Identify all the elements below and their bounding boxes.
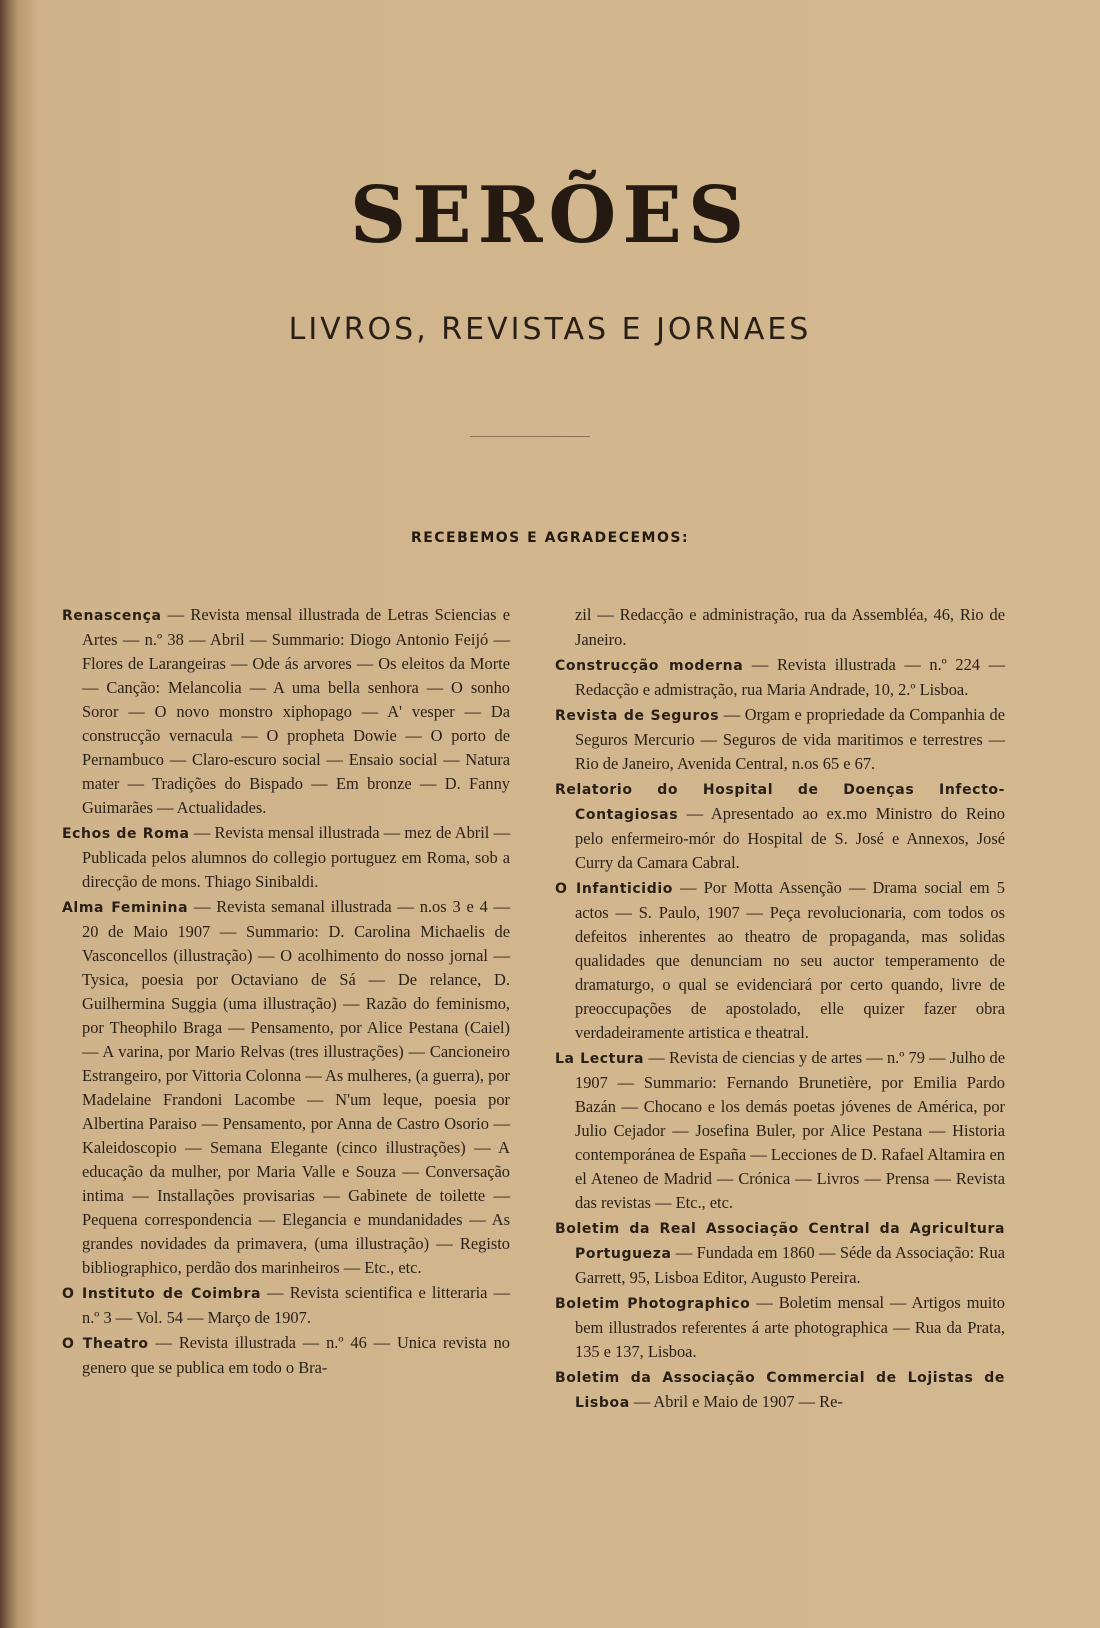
entry-title: La Lectura: [555, 1051, 645, 1067]
list-item: [62, 1281, 510, 1330]
entry-body: — Revista mensal illustrada — mez de Abril — Publicada pelos alumnos do collegio portuguez em Roma, sob a direcção de mons. Thiago Sinibaldi.: [82, 823, 510, 891]
entry-title: Relatorio do Hospital de Doenças Infecto-Contagiosas: [555, 782, 1005, 823]
section-heading: RECEBEMOS E AGRADECEMOS:: [410, 530, 690, 546]
entry-body: — Revista semanal illustrada — n.os 3 e 4 — 20 de Maio 1907 — Summario: D. Carolina Michaelis de Vasconcellos (illustração) — O acolhimento do nosso jornal — Tysica, poesia por Octaviano de Sá — De relance, D. Guilhermina Suggia (uma illustração) — Razão do feminismo, por Theophilo Braga — Pensamento, por Alice Pestana (Caiel) — A varina, por Mario Relvas (tres illustrações) — Cancioneiro Estrangeiro, por Vittoria Colonna — As mulheres, (a guerra), por Madelaine Frandoni Lacombe — N'um leque, poesia por Albertina Paraiso — Pensamento, por Anna de Castro Osorio — Kaleidoscopio — Semana Elegante (cinco illustrações) — A educação da mulher, por Maria Valle e Souza — Conversação intima — Installações provisarias — Gabinete de toilette — Pequena correspondencia — Elegancia e mundanidades — As grandes novidades da primavera, (uma illustração) — Registo bibliographico, perdão dos marinheiros — Etc., etc.: [82, 897, 510, 1277]
entry-body: — Revista scientifica e litteraria — n.º 3 — Vol. 54 — Março de 1907.: [82, 1283, 510, 1327]
page-subtitle: LIVROS, REVISTAS E JORNAES: [288, 312, 812, 347]
list-item: [555, 1046, 1005, 1215]
entry-body: — Fundada em 1860 — Séde da Associação: Rua Garrett, 95, Lisboa Editor, Augusto Pereira.: [575, 1243, 1005, 1287]
entry-title: O Instituto de Coimbra: [62, 1286, 262, 1302]
entry-body: zil — Redacção e administração, rua da Assembléa, 46, Rio de Janeiro.: [575, 605, 1005, 649]
entry-body: — Revista illustrada — n.º 46 — Unica revista no genero que se publica em todo o Bra-: [82, 1333, 510, 1377]
divider-rule: [470, 436, 590, 437]
right-column: [555, 603, 1005, 1416]
list-item: [555, 1365, 1005, 1415]
list-item: [555, 603, 1005, 652]
entry-title: Renascença: [62, 608, 162, 624]
entry-body: — Revista de ciencias y de artes — n.º 79 — Julho de 1907 — Summario: Fernando Brunetière, por Emilia Pardo Bazán — Chocano e los demás poetas jóvenes de América, por Julio Cejador — Josefina Buler, por Alice Pestana — Historia contemporánea de España — Lecciones de D. Rafael Altamira en el Ateneo de Madrid — Crónica — Livros — Prensa — Revista das revistas — Etc., etc.: [575, 1048, 1006, 1212]
masthead-title: SERÕES: [349, 170, 751, 261]
list-item: [62, 603, 510, 820]
entry-title: Echos de Roma: [62, 826, 190, 842]
list-item: [62, 1331, 510, 1380]
entry-body: — Revista illustrada — n.º 224 — Redacção e admistração, rua Maria Andrade, 10, 2.º Lisboa.: [575, 655, 1006, 699]
entry-title: Revista de Seguros: [555, 708, 720, 724]
entry-body: — Abril e Maio de 1907 — Re-: [629, 1392, 843, 1411]
left-column: [62, 603, 510, 1381]
list-item: [62, 821, 510, 894]
entry-title: Alma Feminina: [62, 900, 189, 916]
list-item: [555, 703, 1005, 776]
entry-body: — Revista mensal illustrada de Letras Sciencias e Artes — n.º 38 — Abril — Summario: Diogo Antonio Feijó — Flores de Larangeiras — Ode ás arvores — Os eleitos da Morte — Canção: Melancolia — A uma bella senhora — O sonho Soror — O novo monstro xiphopago — A' vesper — Da construcção vernacula — O propheta Dowie — O porto de Pernambuco — Claro-escuro social — Ensaio social — Natura mater — Tradições do Bispado — Em bronze — D. Fanny Guimarães — Actualidades.: [82, 605, 510, 817]
entry-body: — Boletim mensal — Artigos muito bem illustrados referentes á arte photographica — Rua da Prata, 135 e 137, Lisboa.: [575, 1293, 1006, 1361]
list-item: [555, 1291, 1005, 1364]
entry-body: — Orgam e propriedade da Companhia de Seguros Mercurio — Seguros de vida maritimos e terrestres — Rio de Janeiro, Avenida Central, n.os 65 e 67.: [575, 705, 1005, 773]
list-item: [62, 895, 510, 1280]
entry-body: — Apresentado ao ex.mo Ministro do Reino pelo enfermeiro-mór do Hospital de S. José e Annexos, José Curry da Camara Cabral.: [575, 804, 1005, 872]
entry-title: Boletim da Real Associação Central da Agricultura Portugueza: [555, 1221, 1005, 1262]
list-item: [555, 653, 1005, 702]
entry-title: Boletim da Associação Commercial de Lojistas de Lisboa: [555, 1370, 1005, 1411]
list-item: [555, 1216, 1005, 1290]
entry-body: — Por Motta Assenção — Drama social em 5 actos — S. Paulo, 1907 — Peça revolucionaria, com todos os defeitos inherentes ao theatro de propaganda, mas solidas qualidades que denunciam no seu auctor temperamento de dramaturgo, o qual se evidenciará por certo quando, livre de preoccupações de apostolado, elle quizer fazer obra verdadeiramente artistica e theatral.: [575, 878, 1006, 1042]
list-item: [555, 777, 1005, 875]
list-item: [555, 876, 1005, 1045]
entry-title: Boletim Photographico: [555, 1296, 751, 1312]
entry-title: O Theatro: [62, 1336, 149, 1352]
entry-title: Construcção moderna: [555, 658, 744, 674]
entry-title: O Infanticidio: [555, 881, 673, 897]
